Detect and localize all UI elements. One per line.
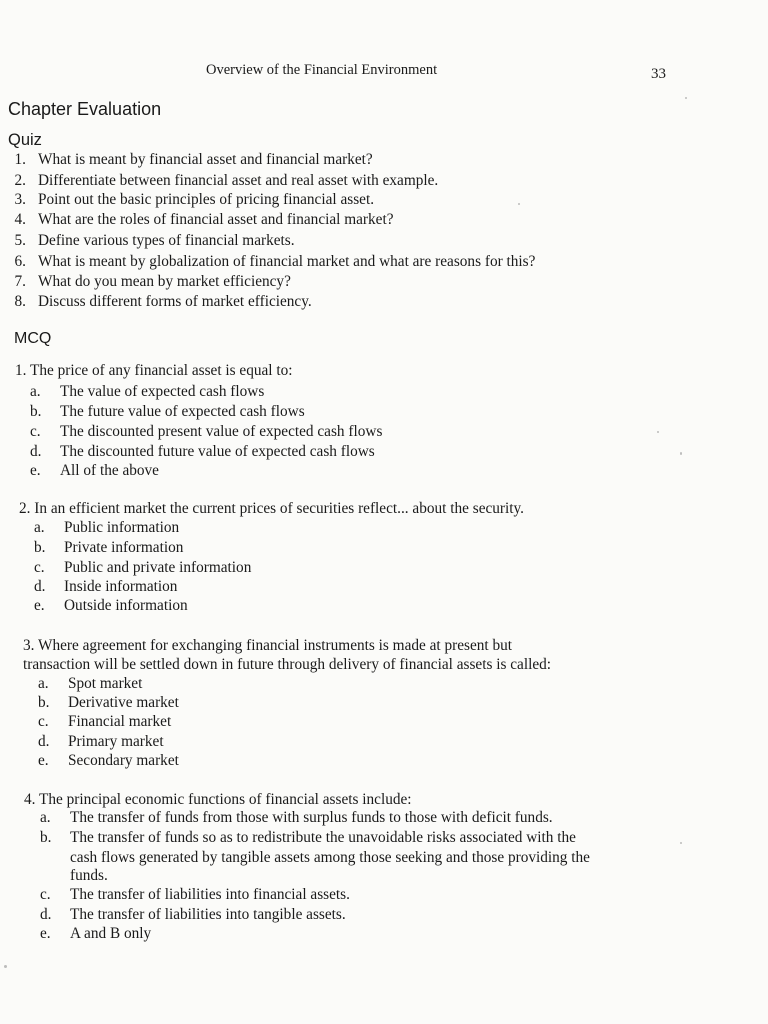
quiz-item-number: 8. xyxy=(14,293,26,310)
quiz-item xyxy=(10,210,393,230)
option-label: a. xyxy=(30,383,41,400)
mcq-heading: MCQ xyxy=(14,330,52,347)
scan-speck xyxy=(518,203,520,205)
question-stem: transaction will be settled down in future through delivery of financial assets is called: xyxy=(23,656,552,673)
answer-option xyxy=(38,732,164,752)
option-text: Secondary market xyxy=(68,752,179,769)
option-text: Outside information xyxy=(64,597,188,614)
answer-option xyxy=(34,596,188,616)
page-number: 33 xyxy=(651,66,666,82)
quiz-heading: Quiz xyxy=(8,131,42,149)
quiz-item-number: 7. xyxy=(14,273,26,290)
quiz-item xyxy=(10,292,312,312)
question-stem: 1. The price of any financial asset is equal to: xyxy=(15,362,293,379)
answer-option xyxy=(40,924,151,944)
question-stem: 2. In an efficient market the current prices of securities reflect... about the security. xyxy=(19,500,525,517)
chapter-title: Chapter Evaluation xyxy=(8,99,162,119)
quiz-item-number: 5. xyxy=(14,232,26,249)
quiz-item-text: What do you mean by market efficiency? xyxy=(38,273,291,290)
option-text: The transfer of funds so as to redistribute the unavoidable risks associated with the xyxy=(70,829,576,846)
answer-option xyxy=(38,674,142,694)
quiz-item-text: Define various types of financial markets. xyxy=(38,232,295,249)
answer-option xyxy=(34,577,177,597)
option-text: Derivative market xyxy=(68,694,179,711)
option-text: Spot market xyxy=(68,675,143,692)
quiz-item-number: 3. xyxy=(14,191,26,208)
option-text: The transfer of funds from those with surplus funds to those with deficit funds. xyxy=(70,809,553,826)
answer-option xyxy=(40,885,350,905)
option-label: d. xyxy=(30,443,42,460)
option-label: b. xyxy=(34,539,46,556)
option-label: a. xyxy=(38,675,49,692)
answer-option xyxy=(34,518,179,538)
option-label: d. xyxy=(40,906,52,923)
option-text: A and B only xyxy=(70,925,152,942)
answer-option xyxy=(30,461,159,481)
answer-option xyxy=(30,442,375,462)
answer-option xyxy=(30,402,305,422)
answer-option xyxy=(38,693,179,713)
option-label: e. xyxy=(40,925,51,942)
quiz-item-text: Discuss different forms of market efficiency. xyxy=(38,293,312,310)
option-text: The future value of expected cash flows xyxy=(60,403,305,420)
answer-option xyxy=(38,751,179,771)
option-label: b. xyxy=(30,403,42,420)
option-label: e. xyxy=(34,597,45,614)
scan-speck xyxy=(657,431,659,433)
option-label: e. xyxy=(30,462,41,479)
quiz-item-number: 2. xyxy=(14,172,26,189)
answer-option xyxy=(40,905,346,925)
quiz-item-number: 1. xyxy=(14,151,26,168)
option-text: The value of expected cash flows xyxy=(60,383,265,400)
option-text: The transfer of liabilities into financial assets. xyxy=(70,886,350,903)
quiz-item-text: Point out the basic principles of pricing financial asset. xyxy=(38,191,375,208)
scan-speck xyxy=(680,842,682,844)
option-text: Public and private information xyxy=(64,559,252,576)
scan-speck xyxy=(680,452,682,455)
quiz-item xyxy=(10,272,291,292)
scan-speck xyxy=(685,97,687,99)
option-label: b. xyxy=(38,694,50,711)
option-label: e. xyxy=(38,752,49,769)
option-text: All of the above xyxy=(60,462,159,479)
option-label: c. xyxy=(30,423,41,440)
option-label: d. xyxy=(34,578,46,595)
answer-option xyxy=(40,808,553,828)
quiz-item-text: What are the roles of financial asset and financial market? xyxy=(38,211,394,228)
quiz-item-number: 4. xyxy=(14,211,26,228)
option-text: Public information xyxy=(64,519,180,536)
option-label: c. xyxy=(34,559,45,576)
option-text: Private information xyxy=(64,539,184,556)
answer-option xyxy=(30,382,264,402)
quiz-item xyxy=(10,150,373,170)
option-label: a. xyxy=(34,519,45,536)
option-text: The discounted present value of expected cash flows xyxy=(60,423,383,440)
running-head: Overview of the Financial Environment xyxy=(206,62,438,78)
quiz-item xyxy=(10,231,295,251)
answer-option xyxy=(40,828,576,848)
option-label: c. xyxy=(38,713,49,730)
option-label: a. xyxy=(40,809,51,826)
option-text: The transfer of liabilities into tangible assets. xyxy=(70,906,346,923)
option-text: Financial market xyxy=(68,713,172,730)
answer-option xyxy=(34,558,251,578)
option-label: d. xyxy=(38,733,50,750)
scan-speck xyxy=(4,965,7,968)
quiz-item xyxy=(10,252,535,272)
answer-option xyxy=(38,712,171,732)
option-label: c. xyxy=(40,886,51,903)
question-stem: 3. Where agreement for exchanging financial instruments is made at present but xyxy=(23,637,513,654)
option-continuation: cash flows generated by tangible assets among those seeking and those providing the xyxy=(70,849,590,866)
option-text: Inside information xyxy=(64,578,178,595)
quiz-item xyxy=(10,190,374,210)
quiz-item xyxy=(10,171,438,191)
option-text: Primary market xyxy=(68,733,164,750)
quiz-item-text: What is meant by financial asset and financial market? xyxy=(38,151,373,168)
quiz-item-text: Differentiate between financial asset and real asset with example. xyxy=(38,172,439,189)
option-text: The discounted future value of expected cash flows xyxy=(60,443,375,460)
option-continuation: funds. xyxy=(70,867,108,884)
answer-option xyxy=(30,422,382,442)
option-label: b. xyxy=(40,829,52,846)
quiz-item-number: 6. xyxy=(14,253,26,270)
question-stem: 4. The principal economic functions of financial assets include: xyxy=(24,791,412,808)
quiz-item-text: What is meant by globalization of financial market and what are reasons for this? xyxy=(38,253,536,270)
answer-option xyxy=(34,538,183,558)
